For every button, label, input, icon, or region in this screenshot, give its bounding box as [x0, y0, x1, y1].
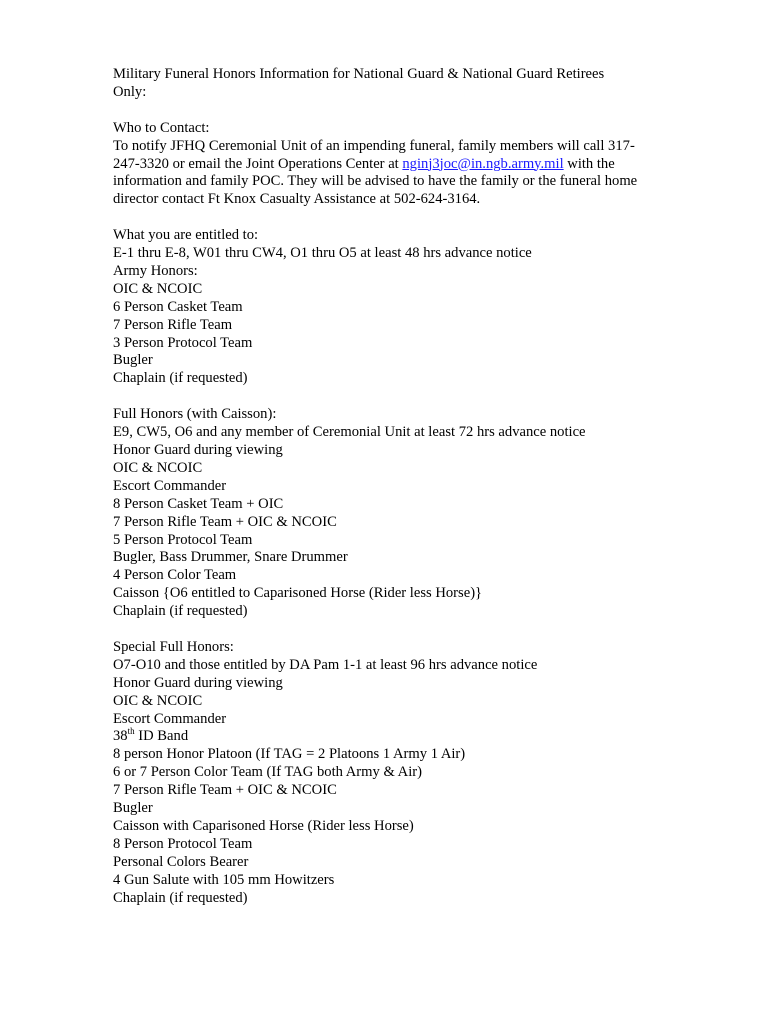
special-honors-line: 7 Person Rifle Team + OIC & NCOIC — [113, 782, 337, 799]
full-honors-line: OIC & NCOIC — [113, 459, 203, 476]
entitled-line: 6 Person Casket Team — [113, 298, 243, 315]
full-honors-section — [113, 406, 670, 621]
full-honors-line: Bugler, Bass Drummer, Snare Drummer — [113, 549, 348, 566]
special-honors-line: Escort Commander — [113, 710, 227, 727]
contact-text: with the — [563, 155, 615, 172]
entitled-line: 7 Person Rifle Team — [113, 316, 233, 333]
special-honors-line: Caisson with Caparisoned Horse (Rider less Horse) — [113, 818, 414, 834]
entitled-section — [113, 227, 670, 388]
full-honors-line: 4 Person Color Team — [113, 567, 237, 584]
contact-heading: Who to Contact: — [113, 119, 210, 136]
full-honors-line: Honor Guard during viewing — [113, 441, 283, 458]
band-ordinal-suffix: th — [127, 726, 135, 737]
full-honors-heading: Full Honors (with Caisson): — [113, 406, 277, 423]
full-honors-line: Caisson {O6 entitled to Caparisoned Horse (Rider less Horse)} — [113, 585, 483, 602]
full-honors-line: 8 Person Casket Team + OIC — [113, 495, 284, 512]
contact-line: information and family POC. They will be advised to have the family or the funeral home — [113, 173, 638, 190]
special-honors-line: 6 or 7 Person Color Team (If TAG both Army & Air) — [113, 764, 422, 781]
entitled-line: OIC & NCOIC — [113, 280, 203, 297]
special-honors-section — [113, 639, 670, 908]
paragraph-spacer — [113, 209, 670, 227]
special-honors-line: 4 Gun Salute with 105 mm Howitzers — [113, 871, 335, 888]
paragraph-spacer — [113, 388, 670, 406]
special-honors-line: Personal Colors Bearer — [113, 853, 249, 870]
band-number: 38 — [113, 728, 128, 745]
special-honors-line: 8 person Honor Platoon (If TAG = 2 Platoons 1 Army 1 Air) — [113, 746, 466, 763]
entitled-line: 3 Person Protocol Team — [113, 334, 253, 351]
full-honors-line: Escort Commander — [113, 477, 227, 494]
email-link[interactable]: nginj3joc@in.ngb.army.mil — [402, 155, 564, 172]
contact-text: 247-3320 or email the Joint Operations Center at — [113, 155, 403, 172]
entitled-line: Army Honors: — [113, 262, 198, 279]
band-name: ID Band — [134, 728, 189, 745]
special-honors-line: OIC & NCOIC — [113, 692, 203, 709]
special-honors-line: 8 Person Protocol Team — [113, 835, 253, 852]
special-honors-line: O7-O10 and those entitled by DA Pam 1-1 at least 96 hrs advance notice — [113, 656, 538, 673]
special-honors-line: Chaplain (if requested) — [113, 889, 248, 906]
title-line: Military Funeral Honors Information for National Guard & National Guard Retirees — [113, 66, 605, 82]
entitled-line: Chaplain (if requested) — [113, 370, 248, 387]
entitled-heading: What you are entitled to: — [113, 227, 259, 244]
full-honors-line: Chaplain (if requested) — [113, 603, 248, 620]
paragraph-spacer — [113, 102, 670, 120]
contact-line: director contact Ft Knox Casualty Assistance at 502-624-3164. — [113, 191, 481, 208]
document-title — [113, 66, 670, 102]
contact-section — [113, 120, 670, 210]
special-honors-heading: Special Full Honors: — [113, 638, 234, 655]
contact-line: To notify JFHQ Ceremonial Unit of an impending funeral, family members will call 317- — [113, 137, 635, 154]
full-honors-line: E9, CW5, O6 and any member of Ceremonial Unit at least 72 hrs advance notice — [113, 424, 586, 441]
entitled-line: E-1 thru E-8, W01 thru CW4, O1 thru O5 at least 48 hrs advance notice — [113, 245, 532, 262]
full-honors-line: 7 Person Rifle Team + OIC & NCOIC — [113, 513, 337, 530]
entitled-line: Bugler — [113, 352, 153, 369]
contact-line-with-email — [113, 156, 670, 174]
paragraph-spacer — [113, 621, 670, 639]
band-line — [113, 728, 670, 746]
full-honors-line: 5 Person Protocol Team — [113, 531, 253, 548]
special-honors-line: Bugler — [113, 800, 153, 817]
special-honors-line: Honor Guard during viewing — [113, 674, 283, 691]
title-line: Only: — [113, 83, 147, 100]
